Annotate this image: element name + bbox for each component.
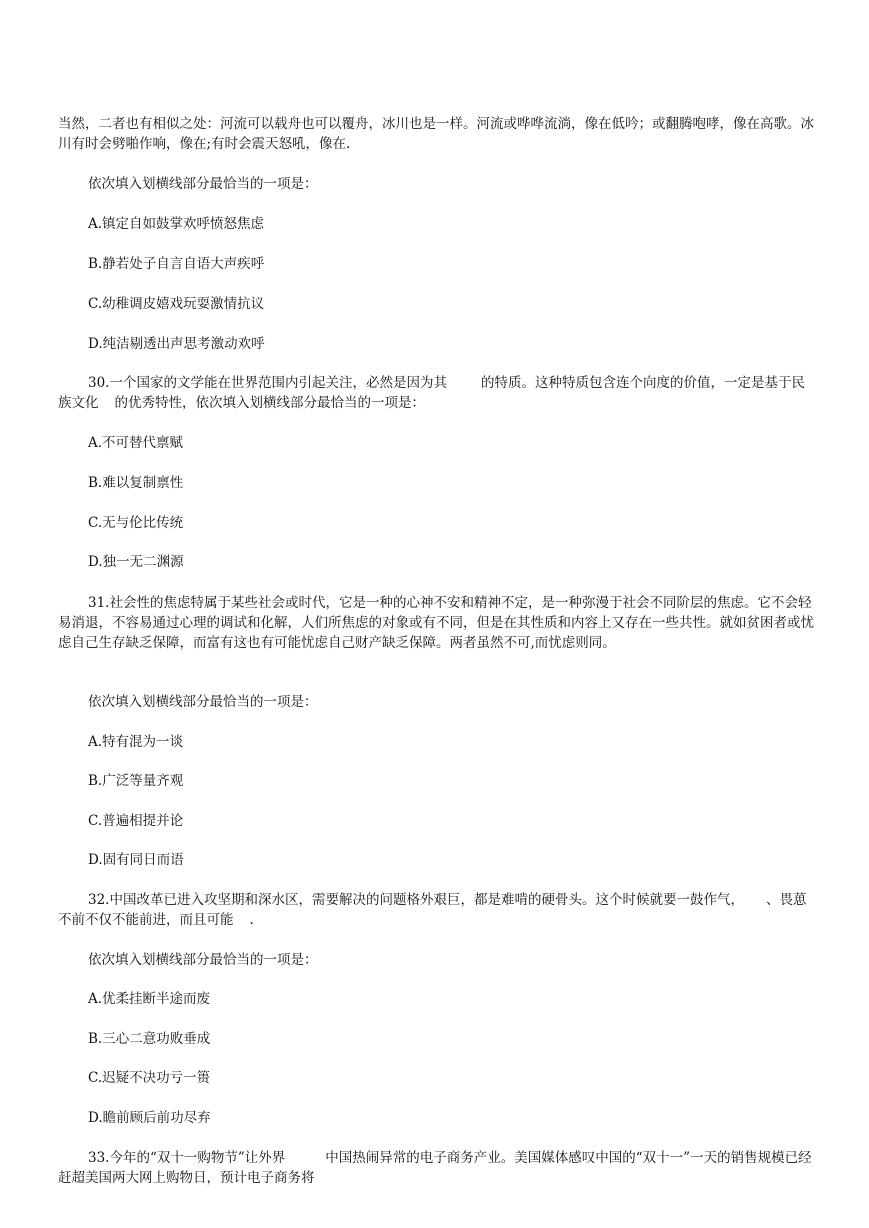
q32-option-b: B.三心二意功败垂成 bbox=[88, 1031, 211, 1047]
q33-question bbox=[58, 1148, 818, 1188]
q31-question: 31.社会性的焦虑特属于某些社会或时代，它是一种的心神不安和精神不定，是一种弥漫于社会不同阶层的焦虑。它不会轻易消退，不容易通过心理的调试和化解，人们所焦虑的对象或有不同，但是在其性质和内容上又存在一些共性。就如贫困者或忧虑自己生存缺乏保障，而富有这也有可能忧虑自己财产缺乏保障。两者虽然不可,而忧虑则同。 bbox=[58, 595, 814, 651]
q32-prompt: 依次填入划横线部分最恰当的一项是： bbox=[88, 952, 318, 968]
q31-option-c: C.普遍相提并论 bbox=[88, 813, 184, 829]
q32-text-part1: 32.中国改革已进入攻坚期和深水区，需要解决的问题格外艰巨，都是难啃的硬骨头。这个时候就要一鼓作气， bbox=[88, 892, 744, 908]
q29-option-c: C.幼稚调皮嬉戏玩耍激情抗议 bbox=[88, 296, 265, 312]
q32-option-c: C.迟疑不决功亏一篑 bbox=[88, 1070, 211, 1086]
q31-option-a: A.特有混为一谈 bbox=[88, 734, 184, 750]
q31-option-d: D.固有同日而语 bbox=[88, 852, 184, 868]
q30-text-part1: 30.一个国家的文学能在世界范围内引起关注，必然是因为其 bbox=[88, 375, 447, 391]
q32-text-part3: . bbox=[249, 912, 254, 928]
q32-text-part2: 、畏葸不前不仅不能前进，而且可能 bbox=[58, 892, 807, 928]
q29-option-b: B.静若处子自言自语大声疾呼 bbox=[88, 256, 265, 272]
q33-text-part1: 33.今年的“双十一购物节”让外界 bbox=[88, 1150, 286, 1166]
q32-question bbox=[58, 890, 818, 930]
q30-question bbox=[58, 373, 818, 413]
q32-option-a: A.优柔挂断半途而废 bbox=[88, 991, 211, 1007]
q31-option-b: B.广泛等量齐观 bbox=[88, 773, 184, 789]
q30-text-part3: 的优秀特性，依次填入划横线部分最恰当的一项是： bbox=[114, 395, 425, 411]
q30-option-a: A.不可替代禀赋 bbox=[88, 435, 184, 451]
q32-option-d: D.瞻前顾后前功尽弃 bbox=[88, 1110, 211, 1126]
q29-prompt: 依次填入划横线部分最恰当的一项是： bbox=[88, 176, 318, 192]
q29-option-d: D.纯洁剔透出声思考激动欢呼 bbox=[88, 336, 265, 352]
q30-text-part2: 的特质。这种特质包含连个向度的价值，一定是基于民族文化 bbox=[58, 375, 805, 411]
q33-text-part2: 中国热闹异常的电子商务产业。美国媒体感叹中国的“双十一”一天的销售规模已经赶超美国两大网上购物日，预计电子商务将 bbox=[58, 1150, 812, 1186]
q30-option-b: B.难以复制禀性 bbox=[88, 475, 184, 491]
q30-option-d: D.独一无二渊源 bbox=[88, 554, 184, 570]
paragraph-river-glacier: 当然，二者也有相似之处：河流可以载舟也可以覆舟，冰川也是一样。河流或哗哗流淌，像在低吟；或翻腾咆哮，像在高歌。冰川有时会劈啪作响，像在;有时会震天怒吼，像在. bbox=[58, 116, 814, 152]
q31-prompt: 依次填入划横线部分最恰当的一项是： bbox=[88, 694, 318, 710]
q30-option-c: C.无与伦比传统 bbox=[88, 515, 184, 531]
q29-option-a: A.镇定自如鼓掌欢呼愤怒焦虑 bbox=[88, 216, 265, 232]
